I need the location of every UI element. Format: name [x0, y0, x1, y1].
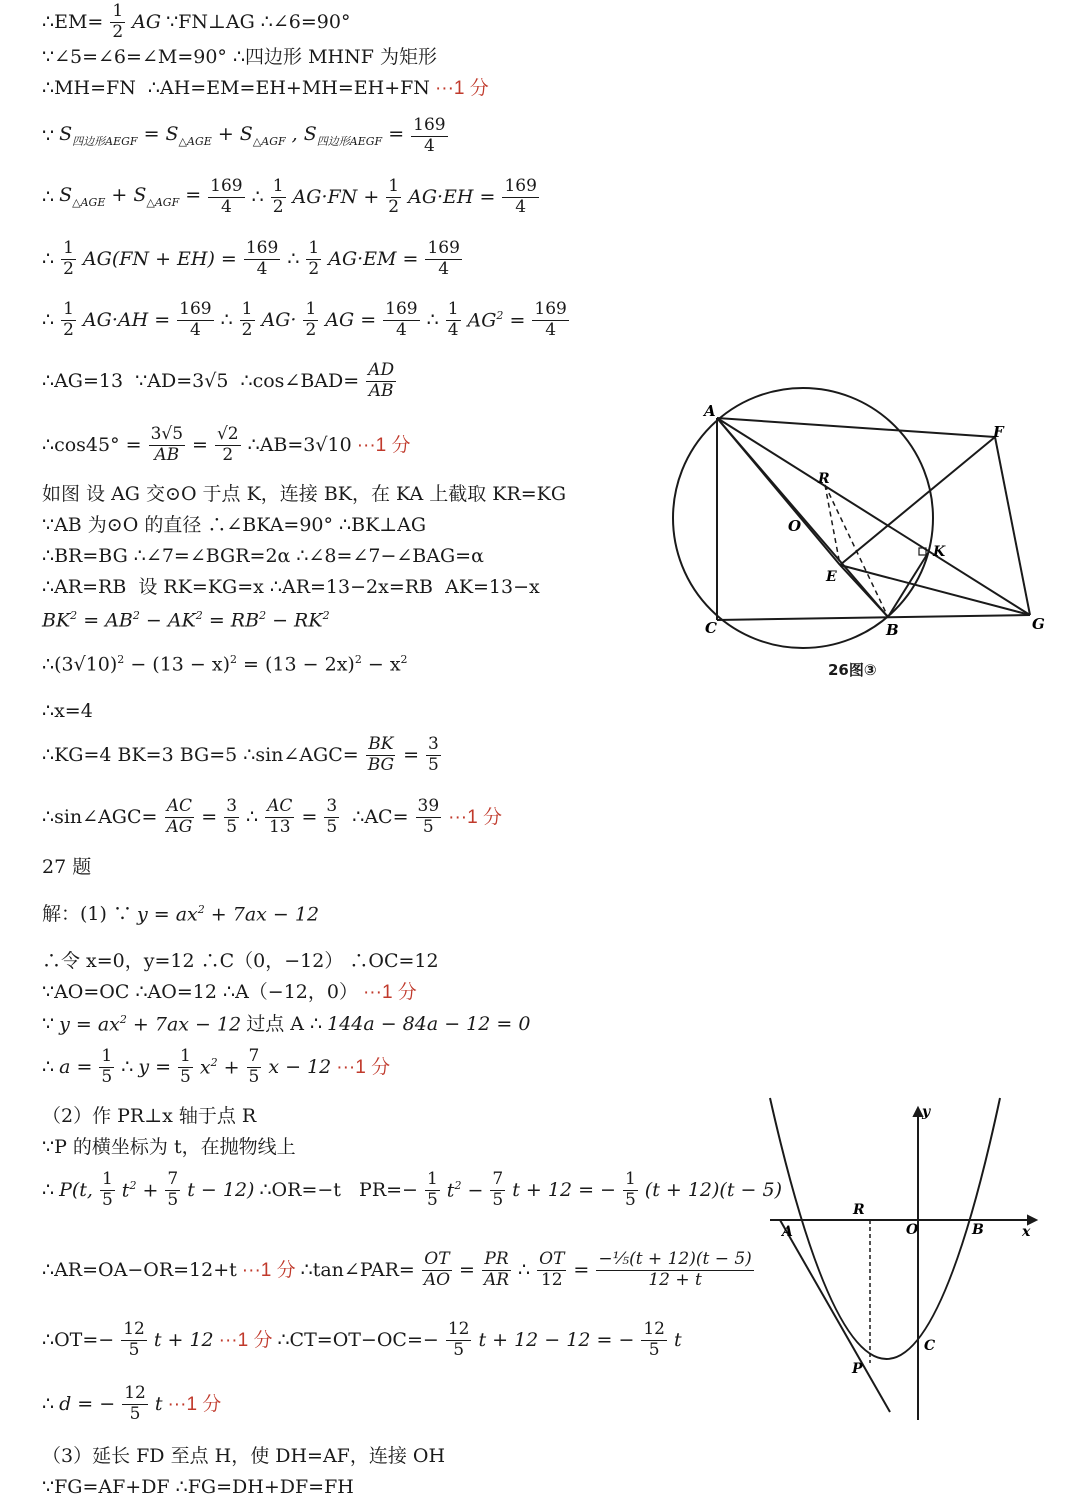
label-x: x [1022, 1224, 1031, 1240]
line-diameter: ∵AB 为⊙O 的直径 ∴∠BKA=90° ∴BK⊥AG [42, 514, 427, 536]
line-em: ∴EM= $\frac{1}{2}$ AG ∵FN⊥AG ∴∠6=90° [42, 1, 351, 42]
line-ar-rb: ∴AR=RB 设 RK=KG=x ∴AR=13−2x=RB AK=13−x [42, 576, 540, 598]
label-a: A [782, 1224, 793, 1240]
line-x4: ∴x=4 [42, 700, 93, 722]
score-mark: ···1 分 [336, 1056, 391, 1078]
line-area-sum: ∵ $S_{四边形AEGF} = S_{\triangle AGE} + S_{\triangle AGF}$ , $S_{四边形AEGF}$ = $\frac{169}{4}$ [42, 115, 446, 156]
score-mark: ···1 分 [434, 78, 489, 99]
line-27-3: （3）延长 FD 至点 H，使 DH=AF，连接 OH [42, 1445, 446, 1467]
label-e: E [826, 569, 837, 585]
score-mark: ···1 分 [448, 806, 502, 828]
segment-eg [840, 565, 1030, 615]
label-g: G [1032, 615, 1045, 633]
figure-26-caption: 26图③ [828, 661, 877, 679]
line-27-1: 解：(1) ∵ $y = ax^2 + 7ax - 12$ [42, 902, 320, 926]
line-area-eq: ∴ $S_{\triangle AGE} + S_{\triangle AGF}$ = $\frac{169}{4}$ ∴ $\frac{1}{2}$ AG·FN + $\frac{1}{2}$ AG·EH = $\frac{169}{4}$ [42, 176, 537, 217]
line-setup-k: 如图 设 AG 交⊙O 于点 K，连接 BK，在 KA 上截取 KR=KG [42, 483, 567, 505]
line-27-d: ∴ d = − $\frac{12}{5}$ t ···1 分 [42, 1383, 222, 1424]
line-rectangle: ∵∠5=∠6=∠M=90° ∴四边形 MHNF 为矩形 [42, 46, 437, 68]
segment-af [717, 418, 995, 437]
line-27-tan: ∴AR=OA−OR=12+t ···1 分 ∴tan∠PAR= $\frac{OT}{AO}$ = $\frac{PR}{AR}$ ∴ $\frac{OT}{12}$ = $\frac{\text{−⅕(t + 12)(t − 5)}}{12 + t}$ [42, 1249, 752, 1290]
label-f: F [993, 423, 1004, 441]
line-27-2: （2）作 PR⊥x 轴于点 R [42, 1105, 257, 1127]
label-r: R [853, 1202, 865, 1218]
label-y: y [922, 1104, 931, 1120]
line-27-through-a: ∵ $y = ax^2 + 7ax - 12$ 过点 A ∴ 144a − 84a − 12 = 0 [42, 1012, 531, 1036]
line-27-a: ∵AO=OC ∴AO=12 ∴A（−12，0） ···1 分 [42, 981, 417, 1003]
segment-ae [717, 418, 840, 565]
segment-fg [995, 437, 1030, 615]
line-cos45: ∴cos45° = $\frac{3√5}{AB}$ = $\frac{√2}{2}$ ∴AB=3√10 ···1 分 [42, 424, 411, 465]
segment-eb [840, 565, 888, 617]
line-ap [780, 1220, 890, 1412]
segment-cg [717, 615, 1030, 620]
line-27-p: ∵P 的横坐标为 t，在抛物线上 [42, 1136, 296, 1158]
x-axis-arrow [1028, 1216, 1036, 1224]
line-27-fg: ∵FG=AF+DF ∴FG=DH+DF=FH [42, 1476, 354, 1498]
label-c: C [924, 1338, 936, 1354]
line-27-c: ∴令 x=0，y=12 ∴C（0，−12） ∴OC=12 [42, 950, 439, 972]
line-angles: ∴BR=BG ∴∠7=∠BGR=2α ∴∠8=∠7−∠BAG=α [42, 545, 484, 567]
parabola [770, 1098, 1000, 1359]
score-mark: ···1 分 [241, 1259, 296, 1281]
score-mark: ···1 分 [218, 1329, 273, 1351]
label-r: R [818, 471, 830, 487]
label-b: B [972, 1222, 984, 1238]
label-p: P [852, 1361, 863, 1377]
line-equation-x: $\therefore(3√10)^2 - (13 - x)^2 = (13 - 2x)^2 - x^2$ [42, 653, 408, 676]
label-a: A [704, 402, 716, 420]
line-27-ot: ∴OT=− $\frac{12}{5}$ t + 12 ···1 分 ∴CT=OT−OC=− $\frac{12}{5}$ t + 12 − 12 = − $\frac{12}{5}$ t [42, 1319, 682, 1360]
label-b: B [886, 621, 899, 639]
y-axis-arrow [914, 1108, 922, 1116]
score-mark: ···1 分 [362, 982, 417, 1003]
label-o: O [906, 1222, 919, 1238]
line-sin-agc: ∴KG=4 BK=3 BG=5 ∴sin∠AGC= $\frac{BK}{BG}$ = $\frac{3}{5}$ [42, 734, 439, 775]
figure-26-diagram [660, 385, 1060, 685]
line-27-a-value: ∴ a = $\frac{1}{5}$ ∴ y = $\frac{1}{5}$ $x^2$ + $\frac{7}{5}$ x − 12 ···1 分 [42, 1046, 391, 1087]
figure-26 [660, 385, 1060, 685]
segment-bk [888, 553, 928, 617]
line-ag-ah: ∴ $\frac{1}{2}$ AG·AH = $\frac{169}{4}$ ∴ $\frac{1}{2}$ AG· $\frac{1}{2}$ AG = $\frac{169}{4}$ ∴ $\frac{1}{4}$ $AG^2$ = $\frac{169}{4}$ [42, 299, 567, 340]
figure-27-diagram [760, 1090, 1060, 1440]
label-o: O [788, 517, 802, 535]
line-ac: ∴sin∠AGC= $\frac{AC}{AG}$ = $\frac{3}{5}$ ∴ $\frac{AC}{13}$ = $\frac{3}{5}$ ∴AC= $\frac{39}{5}$ ···1 分 [42, 796, 502, 837]
question-27-heading: 27 题 [42, 856, 92, 878]
line-27-pr: ∴ P(t, $\frac{1}{5}$ $t^2$ + $\frac{7}{5}$ t − 12) ∴OR=−t PR=− $\frac{1}{5}$ $t^2$ − $\frac{7}{5}$ t + 12 = − $\frac{1}{5}$ (t + 12)(t − 5) [42, 1169, 782, 1210]
score-mark: ···1 分 [167, 1393, 222, 1415]
line-ag13: ∴AG=13 ∵AD=3√5 ∴cos∠BAD= $\frac{AD}{AB}$ [42, 360, 395, 401]
label-c: C [705, 619, 717, 637]
score-mark: ···1 分 [356, 434, 411, 456]
figure-27 [760, 1090, 1060, 1440]
line-bk2: $BK^2 = AB^2 - AK^2 = RB^2 - RK^2$ [42, 609, 330, 632]
line-ag-fn-eh: ∴ $\frac{1}{2}$ AG(FN + EH) = $\frac{169}{4}$ ∴ $\frac{1}{2}$ AG·EM = $\frac{169}{4}$ [42, 238, 460, 279]
line-mh-fn: ∴MH=FN ∴AH=EM=EH+MH=EH+FN ···1 分 [42, 77, 489, 99]
label-k: K [933, 544, 946, 560]
